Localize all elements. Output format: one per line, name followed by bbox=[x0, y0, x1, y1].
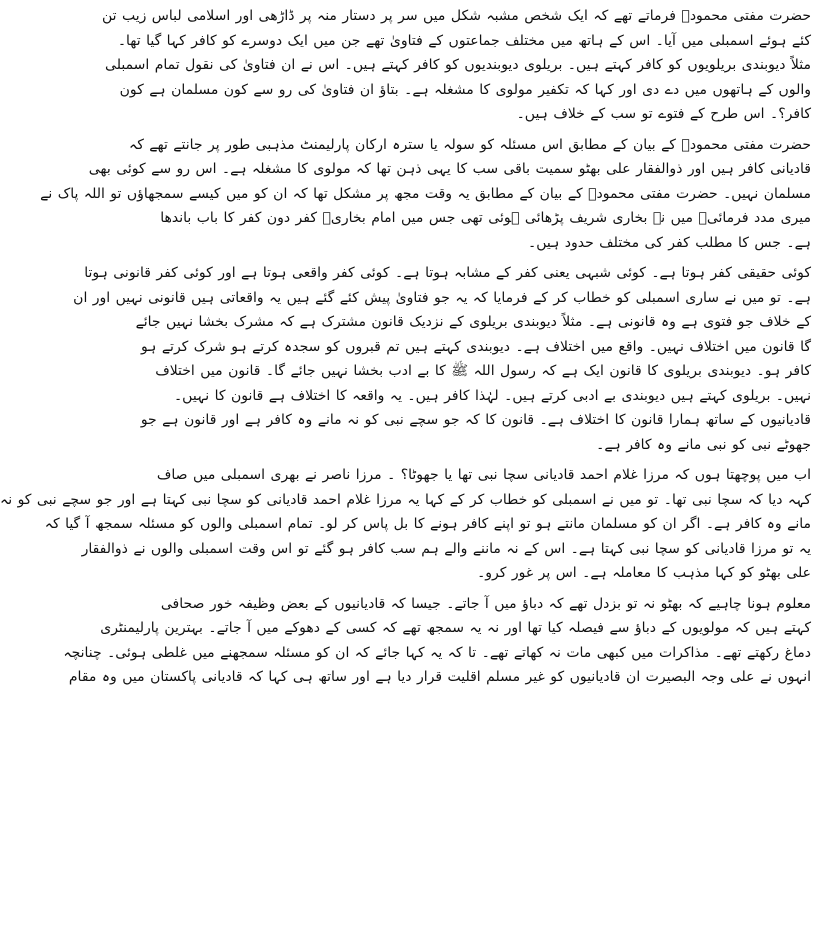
text-line: کافر ہو۔ دیوبندی بریلوی کا قانون ایک ہے کہ رسول اللہ ﷺ کا بے ادب بخشا نہیں جائے گا۔ قانون میں اختلاف bbox=[155, 363, 811, 379]
paragraph-5 bbox=[63, 592, 811, 690]
text-line: نہیں۔ بریلوی کہتے ہیں دیوبندی بے ادبی کرتے ہیں۔ لہٰذا کافر ہیں۔ یہ واقعہ کا اختلاف ہے قانون کا نہیں۔ bbox=[173, 387, 811, 404]
text-line: قادیانیوں کے ساتھ ہمارا قانون کا اختلاف ہے۔ قانون کا کہ جو سچے نبی کو نہ مانے وہ کافر ہے اور قانون ہے جو bbox=[140, 412, 811, 428]
document-page bbox=[0, 4, 811, 940]
paragraph-2 bbox=[40, 133, 811, 256]
text-line: کوئی حقیقی کفر ہوتا ہے۔ کوئی شبہی یعنی کفر کے مشابہ ہوتا ہے۔ کوئی کفر واقعی ہوتا ہے اور کوئی کفر قانونی ہوتا bbox=[84, 265, 811, 281]
text-line: قادیانی کافر ہیں اور ذوالفقار علی بھٹو سمیت باقی سب کا یہی ذہن تھا کہ مولوی کا مشغلہ ہے۔ اس رو سے کوئی بھی bbox=[88, 161, 811, 177]
text-line: علی بھٹو کو کہا مذہب کا معاملہ ہے۔ اس پر غور کرو۔ bbox=[477, 565, 811, 581]
text-line: دماغ رکھتے تھے۔ مذاکرات میں کبھی مات نہ کھاتے تھے۔ تا کہ یہ کہا جائے کہ ان کو مسئلہ سمجھنے میں غلطی ہوئی۔ چنانچہ bbox=[63, 644, 811, 661]
text-line: اب میں پوچھتا ہوں کہ مرزا غلام احمد قادیانی سچا نبی تھا یا جھوٹا؟ ۔ مرزا ناصر نے بھری اسمبلی میں صاف bbox=[156, 467, 811, 483]
paragraph-3 bbox=[73, 261, 811, 457]
text-line: کے خلاف جو فتوی ہے وہ قانونی ہے۔ مثلاً دیوبندی بریلوی کے نزدیک قانون مشترک ہے کہ مشرک بخشا نہیں جائے bbox=[135, 314, 811, 330]
text-line: یہ تو مرزا قادیانی کو سچا نبی کہتا ہے۔ اس کے نہ ماننے والے ہم سب کافر ہو گئے تو اس وقت اسمبلی والوں نے ذوالفقار bbox=[81, 540, 811, 557]
text-line: ہے۔ جس کا مطلب کفر کی مختلف حدود ہیں۔ bbox=[528, 234, 811, 251]
text-line: مسلمان نہیں۔ حضرت مفتی محمودؒ کے بیان کے مطابق یہ وقت مجھ پر مشکل تھا کہ ان کو میں کیسے سمجھاؤں تو اللہ پاک نے bbox=[40, 185, 811, 202]
text-line: مانے وہ کافر ہے۔ اگر ان کو مسلمان مانتے ہو تو اپنے کافر ہونے کا بل پاس کر لو۔ تمام اسمبلی والوں کو مسئلہ سمجھ آ گیا کہ bbox=[44, 516, 811, 532]
text-line: حضرت مفتی محمودؒ فرماتے تھے کہ ایک شخص مشبہ شکل میں سر پر دستار منہ پر ڈاڑھی اور اسلامی لباس زیب تن bbox=[101, 8, 811, 24]
text-line: حضرت مفتی محمودؒ کے بیان کے مطابق اس مسئلہ کو سولہ یا سترہ ارکان پارلیمنٹ مذہبی طور پر جانتے تھے کہ bbox=[128, 136, 811, 153]
text-line: ہے۔ تو میں نے ساری اسمبلی کو خطاب کر کے فرمایا کہ یہ جو فتاویٰ پیش کئے گئے ہیں یہ واقعاتی ہیں قانونی نہیں اور ان bbox=[73, 289, 811, 306]
text-line: کہتے ہیں کہ مولویوں کے دباؤ سے فیصلہ کیا تھا اور نہ یہ سمجھ تھے کہ کسی کے دھوکے میں آ جاتے۔ بہترین پارلیمنٹری bbox=[100, 620, 811, 636]
text-line: انہوں نے علی وجہ البصیرت ان قادیانیوں کو غیر مسلم اقلیت قرار دیا ہے اور ساتھ ہی کہا کہ قادیانی پاکستان میں وہ مقام bbox=[68, 669, 811, 685]
text-line: مثلاً دیوبندی بریلویوں کو کافر کہتے ہیں۔ بریلوی دیوبندیوں کو کافر کہتے ہیں۔ اس نے ان فتاویٰ کی نقول تمام اسمبلی bbox=[105, 57, 811, 73]
text-line: میری مدد فرمائی۔ میں نے بخاری شریف پڑھائی ہوئی تھی جس میں امام بخاریؒ کفر دون کفر کا باب باندھا bbox=[160, 210, 811, 226]
paragraph-1 bbox=[101, 4, 811, 127]
paragraph-4 bbox=[0, 463, 811, 586]
text-line: کئے ہوئے اسمبلی میں آیا۔ اس کے ہاتھ میں مختلف جماعتوں کے فتاویٰ تھے جن میں ایک دوسرے کو کافر کہا گیا تھا۔ bbox=[117, 32, 811, 49]
text-line: گا قانون میں اختلاف نہیں۔ واقع میں اختلاف ہے۔ دیوبندی کہتے ہیں تم قبروں کو سجدہ کرتے ہو شرک کرتے ہو bbox=[140, 338, 811, 355]
text-line: معلوم ہونا چاہیے کہ بھٹو نہ تو بزدل تھے کہ دباؤ میں آ جاتے۔ جیسا کہ قادیانیوں کے بعض وظیفہ خور صحافی bbox=[160, 595, 811, 612]
text-line: کہہ دیا کہ سچا نبی تھا۔ تو میں نے اسمبلی کو خطاب کر کے کہا یہ مرزا غلام احمد قادیانی کو سچا نبی کہتا ہے اور جو سچے نبی کو نہ bbox=[0, 491, 811, 508]
text-line: جھوٹے نبی کو نبی مانے وہ کافر ہے۔ bbox=[596, 436, 811, 453]
text-line: کافر؟۔ اس طرح کے فتوے تو سب کے خلاف ہیں۔ bbox=[516, 106, 811, 122]
text-line: والوں کے ہاتھوں میں دے دی اور کہا کہ تکفیر مولوی کا مشغلہ ہے۔ بتاؤ ان فتاویٰ کی رو سے کون مسلمان ہے کون bbox=[119, 81, 811, 98]
